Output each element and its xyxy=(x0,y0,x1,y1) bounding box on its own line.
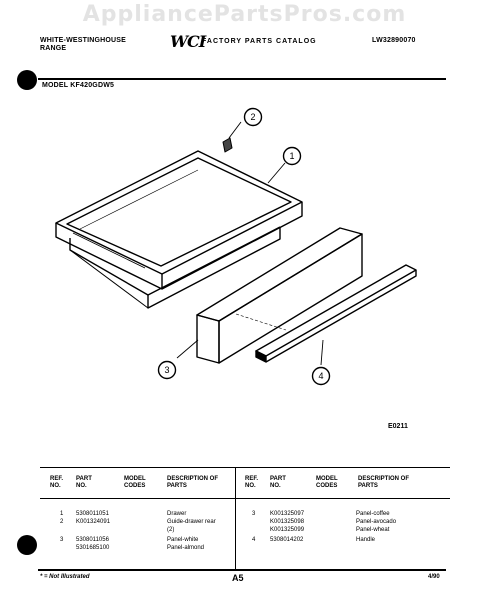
header-model-codes-right: MODEL CODES xyxy=(316,476,338,489)
figure-code: E0211 xyxy=(388,423,408,430)
table-row-desc: Handle xyxy=(356,537,376,543)
page-number: A5 xyxy=(232,573,244,583)
header-ref-no-right: REF. NO. xyxy=(245,476,259,489)
table-row-desc: Panel-almond xyxy=(167,545,205,551)
header-part-no: PART NO. xyxy=(76,476,92,489)
table-row-part: 5308011056 xyxy=(76,537,109,543)
table-row-ref: 3 xyxy=(60,537,64,543)
footnote: * = Not Illustrated xyxy=(40,574,90,580)
header-ref-no: REF. NO. xyxy=(50,476,64,489)
brand-line-1: WHITE-WESTINGHOUSE xyxy=(40,37,127,44)
table-row-part: 5301685100 xyxy=(76,545,110,551)
footer-rule xyxy=(38,569,446,571)
table-row-desc: Drawer xyxy=(167,511,187,517)
header-description-right: DESCRIPTION OF PARTS xyxy=(358,476,410,489)
revision-date: 4/90 xyxy=(428,574,440,580)
callout-1: 1 xyxy=(289,151,295,161)
callout-3: 3 xyxy=(164,365,170,375)
punch-hole-bottom xyxy=(17,535,37,555)
callout-2: 2 xyxy=(250,112,256,122)
table-row-desc: Panel-wheat xyxy=(356,527,390,533)
table-row-desc: Panel-white xyxy=(167,537,199,543)
table-row-part: K001325099 xyxy=(270,527,305,533)
table-row-part: 5308014202 xyxy=(270,537,304,543)
table-row-part: K001325098 xyxy=(270,519,305,525)
wci-logo-text: WCI xyxy=(170,32,206,51)
brand-line-2: RANGE xyxy=(40,45,67,52)
header-model-codes: MODEL CODES xyxy=(124,476,146,489)
catalog-title: FACTORY PARTS CATALOG xyxy=(202,38,317,45)
table-row-ref: 4 xyxy=(252,537,256,543)
table-row-ref: 1 xyxy=(60,511,64,517)
table-row-part: 5308011051 xyxy=(76,511,109,517)
table-row-desc: Panel-avocado xyxy=(356,519,397,525)
table-row-part: K001324091 xyxy=(76,519,111,525)
table-row-desc: Panel-coffee xyxy=(356,511,390,517)
catalog-number: LW32890070 xyxy=(372,37,416,44)
callout-4: 4 xyxy=(318,371,324,381)
watermark: AppliancePartsPros.com xyxy=(82,2,407,27)
table-row-part: K001325097 xyxy=(270,511,305,517)
table-row-desc: (2) xyxy=(167,527,175,533)
table-row-ref: 3 xyxy=(252,511,256,517)
model-number: MODEL KF420GDW5 xyxy=(42,82,115,89)
header-description: DESCRIPTION OF PARTS xyxy=(167,476,219,489)
header-part-no-right: PART NO. xyxy=(270,476,286,489)
table-row-ref: 2 xyxy=(60,519,64,525)
table-header-rule xyxy=(40,498,450,499)
table-row-desc: Guide-drawer rear xyxy=(167,519,216,525)
